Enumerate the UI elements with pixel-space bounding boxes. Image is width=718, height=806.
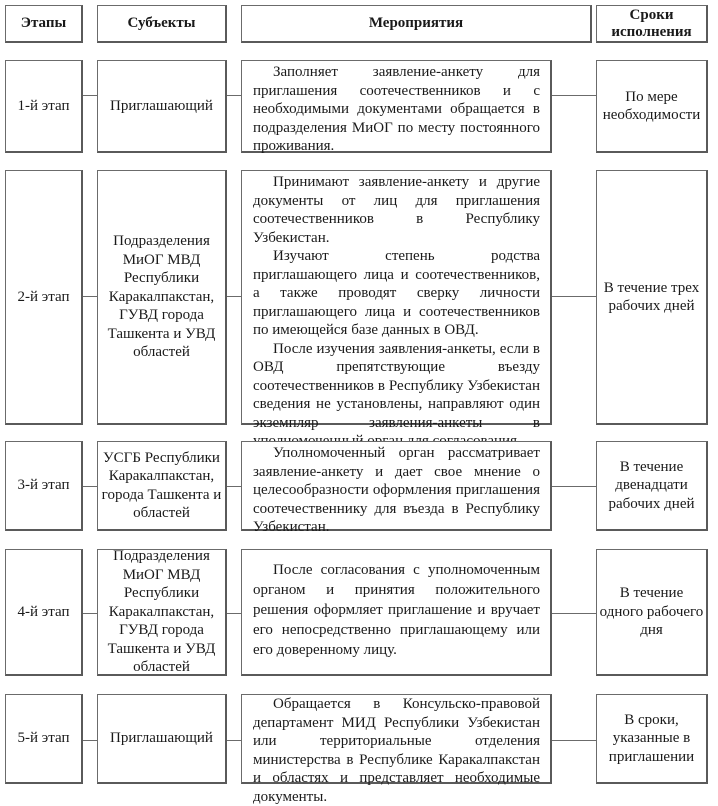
connector-line <box>83 296 97 297</box>
stage-label: 4-й этап <box>17 603 70 620</box>
connector-line <box>83 95 97 96</box>
activity-paragraph: После изучения заявления-анкеты, если в ОВД препятствующие въезду соотечественников в Республику Узбекистан сведения не установлены, направляют один экземпляр заявления-анкеты в <box>253 340 540 431</box>
connector-line <box>552 486 596 487</box>
deadline-3 <box>596 441 708 531</box>
header-deadlines-label: Сроки исполнения <box>611 6 692 40</box>
deadline-label: В течение одного рабочего дня <box>599 585 704 639</box>
subject-label: Подразделения МиОГ МВД Республики Каракалпакстан, ГУВД города Ташкента и УВД областей <box>107 233 216 361</box>
connector-line <box>552 613 596 614</box>
deadline-4 <box>596 549 708 676</box>
connector-line <box>83 486 97 487</box>
stage-5 <box>5 694 83 784</box>
deadline-label: В течение трех рабочих дней <box>603 279 700 314</box>
header-activities-label: Мероприятия <box>368 15 464 32</box>
activity-paragraph: После согласования с уполномоченным органом и принятия положительного решения оформляет приглашение и вручает его непосредственно приглашающему или его доверенному лицу. <box>253 562 540 658</box>
activities-2 <box>241 170 552 431</box>
stage-2 <box>5 170 83 425</box>
activities-5 <box>241 694 552 805</box>
connector-line <box>227 613 241 614</box>
stage-1 <box>5 60 83 153</box>
subject-label: Приглашающий <box>110 97 213 114</box>
subject-label: Приглашающий <box>110 730 213 747</box>
subject-2 <box>97 170 227 425</box>
connector-line <box>227 740 241 741</box>
connector-line <box>83 740 97 741</box>
subject-label: УСГБ Республики Каракалпакстан, города Ташкента и областей <box>101 449 222 521</box>
subject-label: Подразделения МиОГ МВД Республики Каракалпакстан, ГУВД города Ташкента и УВД областей <box>107 548 216 676</box>
header-stages-label: Этапы <box>20 15 67 32</box>
activities-3 <box>241 441 552 535</box>
subject-4 <box>97 549 227 676</box>
deadline-label: По мере необходимости <box>602 88 701 123</box>
activity-paragraph: Обращается в Консульско-правовой департамент МИД Республики Узбекистан или территориальные отделения министерства в Республике Каракалпакстан и областях и представляет необходимые документы. <box>253 696 540 805</box>
connector-line <box>83 613 97 614</box>
header-activities <box>241 5 592 43</box>
subject-5 <box>97 694 227 784</box>
activities-1 <box>241 60 552 153</box>
stage-4 <box>5 549 83 676</box>
stage-label: 2-й этап <box>17 288 70 305</box>
stage-label: 3-й этап <box>17 477 70 494</box>
header-subjects-label: Субъекты <box>127 15 196 32</box>
header-deadlines <box>596 5 708 43</box>
connector-line <box>552 95 596 96</box>
stage-3 <box>5 441 83 531</box>
stage-label: 5-й этап <box>17 730 70 747</box>
connector-line <box>552 296 596 297</box>
header-subjects <box>97 5 227 43</box>
deadline-label: В течение двенадцати рабочих дней <box>608 458 695 512</box>
activity-paragraph: Заполняет заявление-анкету для приглашения соотечественников и с необходимыми документами обращается в подразделения МиОГ по месту постоянного проживания. <box>253 64 540 154</box>
stage-label: 1-й этап <box>17 97 70 114</box>
connector-line <box>227 296 241 297</box>
activity-paragraph: Изучают степень родства приглашающего лица и соотечественников, а также проводят сверку личности приглашающего лица и соотечественников по имеющейся базе данных в ОВД. <box>253 248 540 338</box>
connector-line <box>227 486 241 487</box>
deadline-1 <box>596 60 708 153</box>
subject-1 <box>97 60 227 153</box>
deadline-label: В сроки, указанные в приглашении <box>608 711 695 765</box>
deadline-2 <box>596 170 708 425</box>
connector-line <box>552 740 596 741</box>
header-stages <box>5 5 83 43</box>
deadline-5 <box>596 694 708 784</box>
activity-paragraph: Принимают заявление-анкету и другие документы от лиц для приглашения соотечественников в Республику Узбекистан. <box>253 174 540 246</box>
activities-4 <box>241 549 552 676</box>
activity-paragraph: Уполномоченный орган рассматривает заявление-анкету и дает свое мнение о целесообразности оформления приглашения соотечественнику для въезда в Республику Узбекистан. <box>253 445 540 535</box>
subject-3 <box>97 441 227 531</box>
connector-line <box>227 95 241 96</box>
